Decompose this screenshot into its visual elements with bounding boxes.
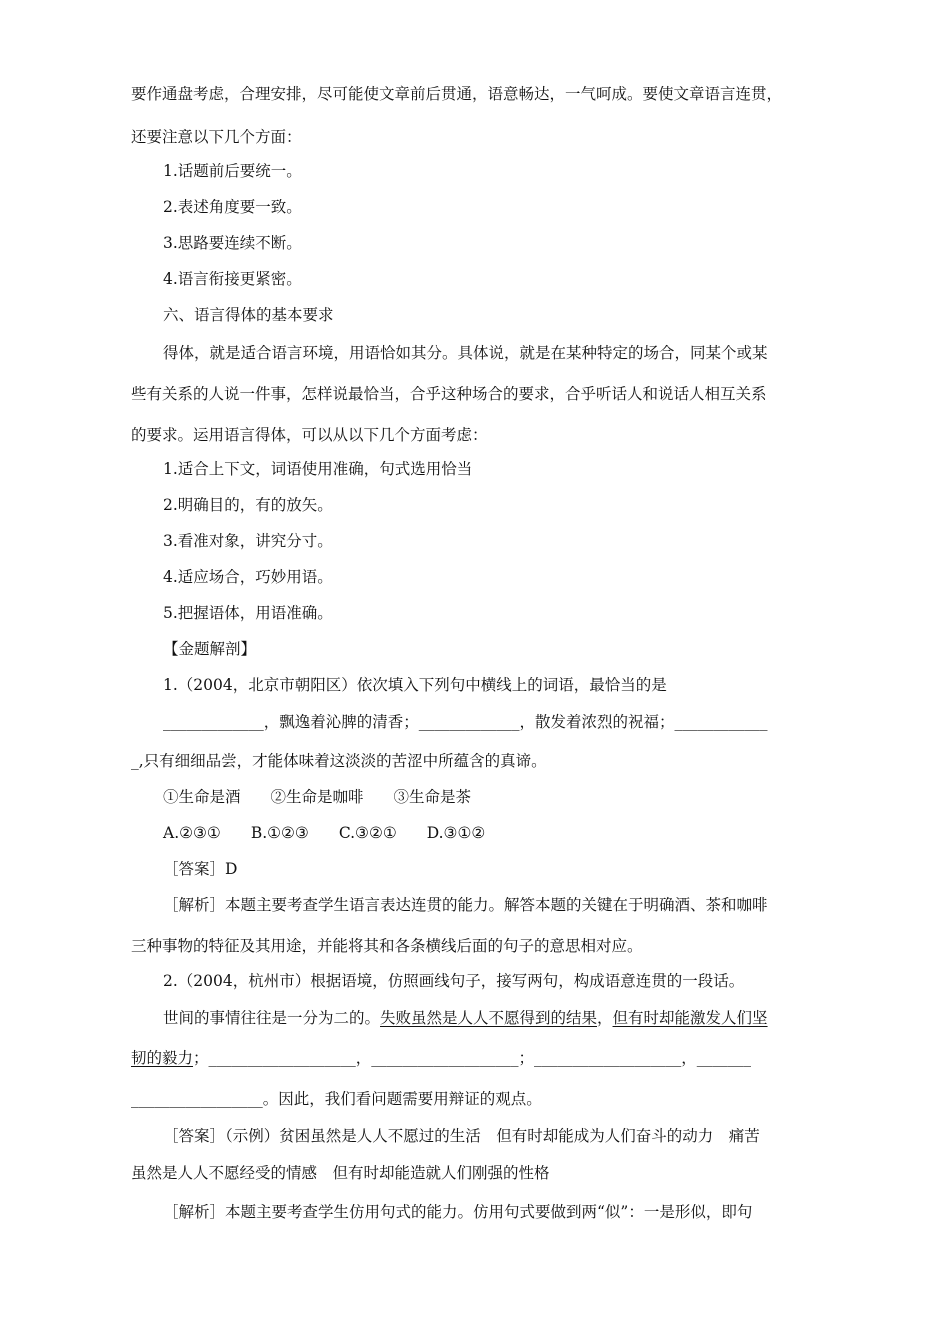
answer: ［答案］D (163, 860, 238, 878)
paragraph-line: 要作通盘考虑，合理安排，尽可能使文章前后贯通，语意畅达，一气呵成。要使文章语言连贯， (131, 85, 783, 103)
question-body-line (163, 1008, 768, 1028)
paragraph-line: 得体，就是适合语言环境，用语恰如其分。具体说，就是在某种特定的场合，同某个或某 (163, 344, 768, 362)
option: ①生命是酒 (163, 788, 241, 806)
list-item: 3.看准对象，讲究分寸。 (163, 532, 333, 550)
choice: D.③①② (426, 824, 486, 842)
analysis-line: 三种事物的特征及其用途，并能将其和各条横线后面的句子的意思相对应。 (131, 937, 643, 955)
underlined-sentence: 但有时却能激发人们坚 (612, 1009, 768, 1027)
paragraph-line: 些有关系的人说一件事，怎样说最恰当，合乎这种场合的要求，合乎听话人和说话人相互关系 (131, 385, 767, 403)
question-stem: 1.（2004，北京市朝阳区）依次填入下列句中横线上的词语，最恰当的是 (163, 676, 667, 694)
list-item: 4.适应场合，巧妙用语。 (163, 568, 333, 586)
section-heading: 六、语言得体的基本要求 (163, 306, 334, 324)
body-text: ， (597, 1009, 613, 1027)
option-row (163, 787, 471, 807)
question-body-line (131, 1048, 751, 1068)
body-text: 世间的事情往往是一分为二的。 (163, 1009, 381, 1027)
list-item: 2.表述角度要一致。 (163, 198, 302, 216)
analysis-line: ［解析］本题主要考查学生语言表达连贯的能力。解答本题的关键在于明确酒、茶和咖啡 (163, 896, 768, 914)
option: ②生命是咖啡 (270, 788, 364, 806)
paragraph-line: 还要注意以下几个方面： (131, 128, 302, 146)
answer-line: ［答案］（示例）贫困虽然是人人不愿过的生活 但有时却能成为人们奋斗的动力 痛苦 (163, 1127, 760, 1145)
list-item: 1.适合上下文，词语使用准确，句式选用恰当 (163, 460, 473, 478)
choice: B.①②③ (250, 824, 309, 842)
fill-blank-line: _____________，飘逸着沁脾的清香；_____________，散发着浓烈的祝福；____________ (163, 713, 768, 731)
section-title: 【金题解剖】 (163, 640, 257, 658)
fill-blank-line: _,只有细细品尝，才能体味着这淡淡的苦涩中所蕴含的真谛。 (131, 752, 547, 770)
list-item: 5.把握语体，用语准确。 (163, 604, 333, 622)
list-item: 2.明确目的，有的放矢。 (163, 496, 333, 514)
underlined-sentence: 失败虽然是人人不愿得到的结果 (380, 1009, 598, 1027)
underlined-sentence: 韧的毅力 (131, 1049, 194, 1067)
question-stem: 2.（2004，杭州市）根据语境，仿照画线句子，接写两句，构成语意连贯的一段话。 (163, 972, 745, 990)
fill-blank-line: _________________。因此，我们看问题需要用辩证的观点。 (131, 1090, 542, 1108)
analysis-line: ［解析］本题主要考查学生仿用句式的能力。仿用句式要做到两“似”：一是形似，即句 (163, 1203, 753, 1221)
choice: A.②③① (163, 824, 221, 842)
paragraph-line: 的要求。运用语言得体，可以从以下几个方面考虑： (131, 426, 488, 444)
fill-blank-text: ；___________________，___________________；___________________，_______ (193, 1049, 752, 1067)
list-item: 3.思路要连续不断。 (163, 234, 302, 252)
list-item: 1.话题前后要统一。 (163, 162, 302, 180)
answer-line: 虽然是人人不愿经受的情感 但有时却能造就人们刚强的性格 (131, 1164, 550, 1182)
choice: C.③②① (338, 824, 397, 842)
list-item: 4.语言衔接更紧密。 (163, 270, 302, 288)
choice-row (163, 823, 485, 843)
option: ③生命是茶 (393, 788, 472, 806)
